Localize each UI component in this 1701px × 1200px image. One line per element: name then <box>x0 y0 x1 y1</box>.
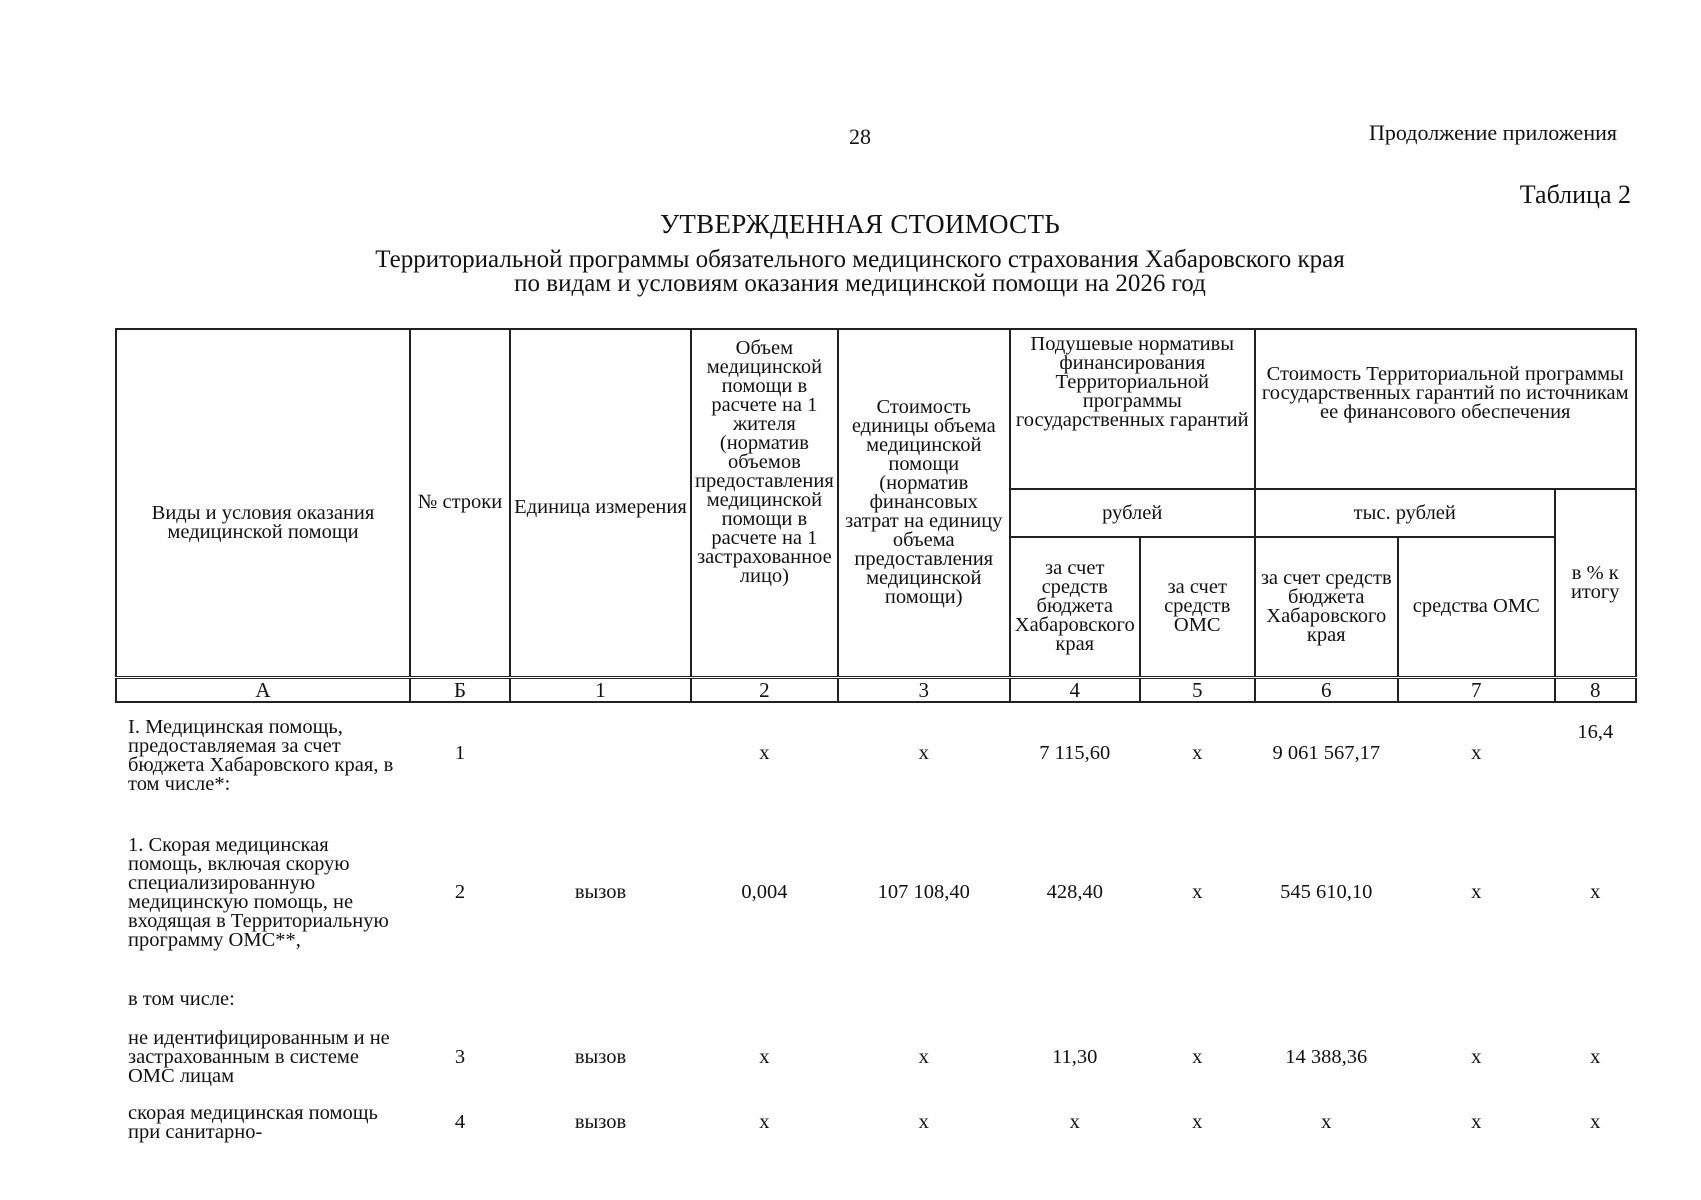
cell-per-capita-budget: 428,40 <box>1046 881 1103 903</box>
header-row-number: № строки <box>410 329 510 677</box>
column-letter: А <box>116 677 410 702</box>
cell-cost-oms: х <box>1471 1111 1482 1133</box>
cell-unit-cost: х <box>918 741 929 764</box>
table-row <box>116 804 1636 982</box>
continuation-note: Продолжение приложения <box>1369 120 1617 145</box>
column-letter: 5 <box>1140 677 1255 702</box>
cell-volume: 0,004 <box>741 881 788 903</box>
column-letter: 8 <box>1555 677 1636 702</box>
header-budget: за счет средств бюджета Хабаровского края <box>1010 537 1140 677</box>
column-letter: 6 <box>1255 677 1398 702</box>
cell-per-capita-budget: 7 115,60 <box>1039 741 1111 764</box>
cell-cost-oms: х <box>1471 881 1482 903</box>
header-oms: за счет средств ОМС <box>1140 537 1255 677</box>
cell-per-capita-budget: 11,30 <box>1052 1046 1098 1068</box>
cell-unit: вызов <box>574 881 627 903</box>
column-letter: 1 <box>510 677 691 702</box>
cell-percent: х <box>1590 881 1601 903</box>
subtitle-line-1: Территориальной программы обязательного медицинского страхования Хабаровского края <box>375 246 1345 273</box>
header-oms-funds: средства ОМС <box>1398 537 1555 677</box>
header-thousand-rubles: тыс. рублей <box>1255 489 1555 537</box>
column-letter: Б <box>410 677 510 702</box>
document-subtitle <box>0 248 1701 296</box>
cell-row-number: 1 <box>454 741 466 764</box>
column-letter: 7 <box>1398 677 1555 702</box>
cell-cost-oms: х <box>1471 741 1482 764</box>
cell-per-capita-oms: х <box>1192 1046 1203 1068</box>
header-unit: Единица измерения <box>510 329 691 677</box>
cell-per-capita-oms: х <box>1192 741 1203 764</box>
header-budget-2: за счет средств бюджета Хабаровского края <box>1255 537 1398 677</box>
cell-cost-oms: х <box>1471 1046 1482 1068</box>
cell-cost-budget: 9 061 567,17 <box>1272 741 1381 764</box>
table-row <box>116 1018 1636 1098</box>
column-letter: 3 <box>838 677 1010 702</box>
cell-row-number: 2 <box>454 881 466 903</box>
cell-volume: х <box>759 1111 770 1133</box>
table-row <box>116 702 1636 804</box>
cell-kind: скорая медицинская помощь при санитарно- <box>128 1101 378 1143</box>
column-letter: 2 <box>691 677 838 702</box>
cell-percent: 16,4 <box>1577 720 1614 743</box>
cell-cost-budget: 545 610,10 <box>1280 881 1373 903</box>
document-title: УТВЕРЖДЕННАЯ СТОИМОСТЬ <box>659 209 1061 239</box>
header-unit-cost: Стоимость единицы объема медицинской помощи (норматив финансовых затрат на единицу объема предоставления медицинской помощи) <box>838 329 1010 677</box>
cell-percent: х <box>1590 1111 1601 1133</box>
header-kind: Виды и условия оказания медицинской помощи <box>116 329 410 677</box>
cell-unit: вызов <box>574 1111 627 1133</box>
cell-row-number: 4 <box>454 1111 466 1133</box>
table-label: Таблица 2 <box>1519 180 1631 209</box>
cell-unit-cost: х <box>918 1046 929 1068</box>
cell-cost-budget: х <box>1321 1111 1332 1133</box>
table-row <box>116 982 1636 1018</box>
cell-per-capita-budget: х <box>1069 1111 1080 1133</box>
cell-per-capita-oms: х <box>1192 881 1203 903</box>
cell-unit: вызов <box>574 1046 627 1068</box>
column-letter: 4 <box>1010 677 1140 702</box>
header-volume: Объем медицинской помощи в расчете на 1 жителя (норматив объемов предоставления медицинской помощи в расчете на 1 застрахованное лицо) <box>691 329 838 677</box>
header-rubles: рублей <box>1010 489 1255 537</box>
subtitle-line-2: по видам и условиям оказания медицинской помощи на 2026 год <box>514 270 1206 297</box>
cell-unit-cost: х <box>918 1111 929 1133</box>
table-row <box>116 1098 1636 1148</box>
cost-table <box>115 328 1637 1148</box>
header-per-capita: Подушевые нормативы финансирования Территориальной программы государственных гарантий <box>1010 329 1255 489</box>
cell-kind: в том числе: <box>128 988 235 1010</box>
cell-volume: х <box>759 1046 770 1068</box>
cell-percent: х <box>1590 1046 1601 1068</box>
cell-kind: не идентифицированным и не застрахованным в системе ОМС лицам <box>128 1027 390 1087</box>
header-program-cost: Стоимость Территориальной программы государственных гарантий по источникам ее финансового обеспечения <box>1255 329 1636 489</box>
cell-unit-cost: 107 108,40 <box>877 881 970 903</box>
cell-kind: I. Медицинская помощь, предоставляемая за счет бюджета Хабаровского края, в том числе*: <box>128 716 394 795</box>
cell-per-capita-oms: х <box>1192 1111 1203 1133</box>
cell-unit <box>510 702 691 804</box>
header-percent: в % к итогу <box>1555 489 1636 677</box>
cell-row-number: 3 <box>454 1046 466 1068</box>
page-number: 28 <box>849 124 871 149</box>
cell-volume: х <box>759 741 770 764</box>
cell-kind: 1. Скорая медицинская помощь, включая скорую специализированную медицинскую помощь, не входящая в Территориальную программу ОМС**, <box>128 833 389 951</box>
cell-cost-budget: 14 388,36 <box>1285 1046 1368 1068</box>
